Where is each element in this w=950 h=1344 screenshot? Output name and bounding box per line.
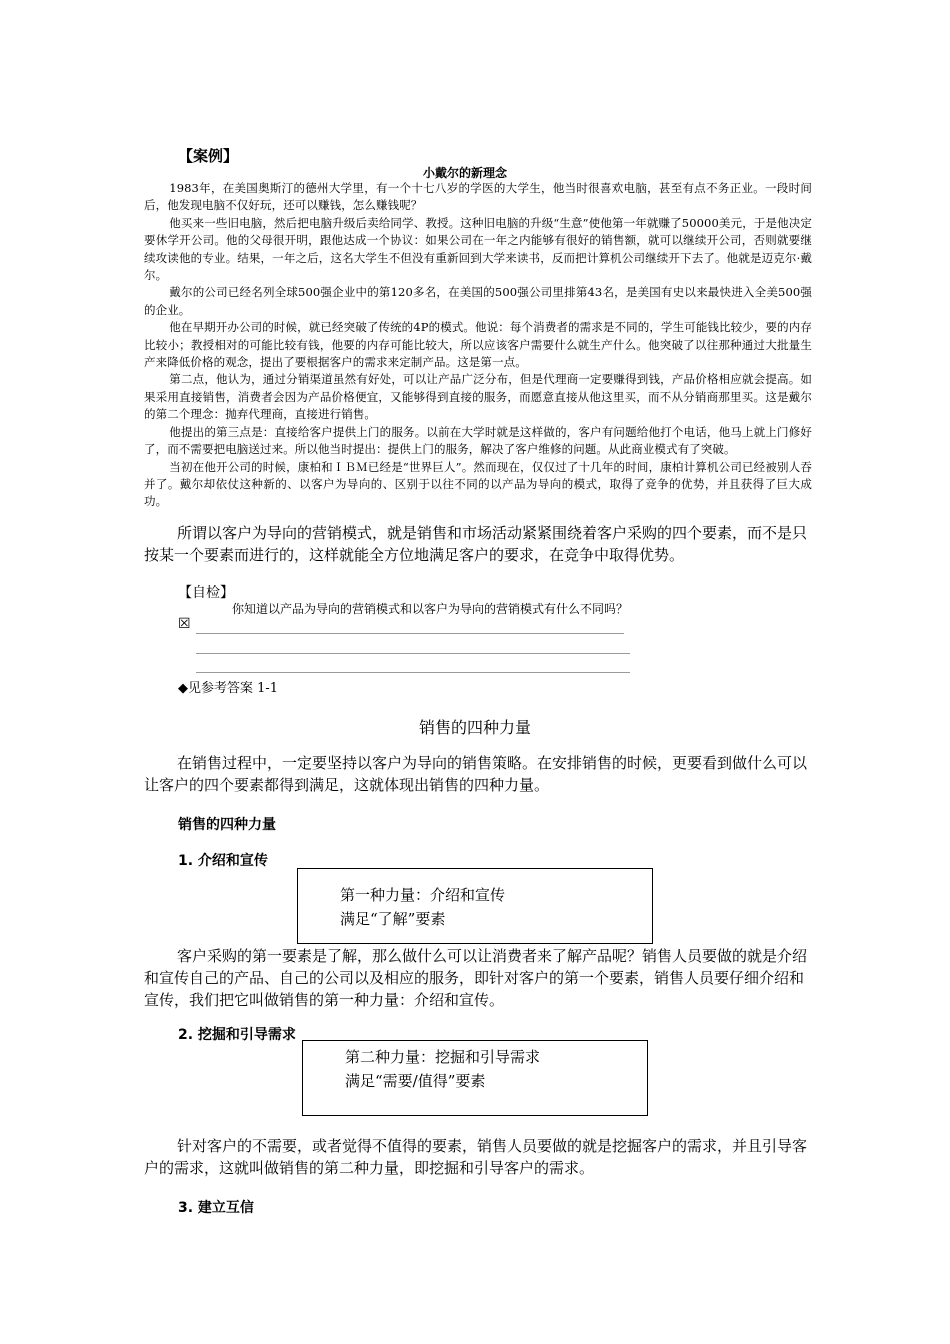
- item-heading: 2. 挖掘和引导需求: [178, 1027, 296, 1043]
- box-line: 第一种力量：介绍和宣传: [340, 886, 506, 904]
- case-body: [144, 180, 812, 511]
- case-paragraph: 他买来一些旧电脑，然后把电脑升级后卖给同学、教授。这种旧电脑的升级“生意”使他第一年就赚了50000美元，于是他决定要休学开公司。他的父母很开明，跟他达成一个协议：如果公司在一年之内能够有很好的销售额，就可以继续开公司，否则就要继续攻读他的专业。结果，一年之后，这名大学生不但没有重新回到大学来读书，反而把计算机公司继续开下去了。他就是迈克尔·戴尔。: [144, 215, 812, 283]
- selfcheck-label: 【自检】: [178, 585, 234, 601]
- checkbox-icon[interactable]: ☒: [178, 616, 191, 632]
- summary-text: 所谓以客户为导向的营销模式，就是销售和市场活动紧紧围绕着客户采购的四个要素，而不是只按某一个要素而进行的，这样就能全方位地满足客户的要求，在竞争中取得优势。: [144, 524, 808, 564]
- answer-line[interactable]: [196, 653, 630, 654]
- box-line: 满足“需要/值得”要素: [345, 1072, 486, 1090]
- item-text: [144, 945, 814, 1011]
- item-paragraph: 客户采购的第一要素是了解，那么做什么可以让消费者来了解产品呢？销售人员要做的就是介绍和宣传自己的产品、自己的公司以及相应的服务，即针对客户的第一个要素，销售人员要仔细介绍和宣传，我们把它叫做销售的第一种力量：介绍和宣传。: [144, 947, 808, 1009]
- section-intro: [144, 752, 814, 796]
- power-box: [297, 868, 653, 944]
- item-heading: 1. 介绍和宣传: [178, 853, 268, 869]
- reference-note: ◆见参考答案 1-1: [178, 681, 279, 696]
- case-paragraph: 他提出的第三点是：直接给客户提供上门的服务。以前在大学时就是这样做的，客户有问题给他打个电话，他马上就上门修好了，而不需要把电脑送过来。所以他当时提出：提供上门的服务，解决了客户维修的问题。从此商业模式有了突破。: [144, 424, 812, 457]
- answer-line[interactable]: [196, 672, 630, 673]
- power-box: [302, 1040, 648, 1116]
- case-summary: [144, 522, 814, 566]
- item-paragraph: 针对客户的不需要，或者觉得不值得的要素，销售人员要做的就是挖掘客户的需求，并且引导客户的需求，这就叫做销售的第二种力量，即挖掘和引导客户的需求。: [144, 1137, 808, 1177]
- item-heading: 3. 建立互信: [178, 1200, 254, 1216]
- intro-text: 在销售过程中，一定要坚持以客户为导向的销售策略。在安排销售的时候，更要看到做什么可以让客户的四个要素都得到满足，这就体现出销售的四种力量。: [144, 754, 808, 794]
- case-paragraph: 第二点，他认为，通过分销渠道虽然有好处，可以让产品广泛分布，但是代理商一定要赚得到钱，产品价格相应就会提高。如果采用直接销售，消费者会因为产品价格便宜，又能够得到直接的服务，而愿意直接从他这里买，而不从分销商那里买。这是戴尔的第二个理念：抛弃代理商，直接进行销售。: [144, 372, 812, 422]
- answer-line[interactable]: [196, 633, 624, 634]
- case-paragraph: 他在早期开办公司的时候，就已经突破了传统的4P的模式。他说：每个消费者的需求是不同的，学生可能钱比较少，要的内存比较小；教授相对的可能比较有钱，他要的内存可能比较大，所以应该客户需要什么就生产什么。他突破了以往那种通过大批量生产来降低价格的观念，提出了要根据客户的需求来定制产品。这是第一点。: [144, 320, 812, 370]
- selfcheck-question: 你知道以产品为导向的营销模式和以客户为导向的营销模式有什么不同吗？: [232, 602, 629, 616]
- box-line: 第二种力量：挖掘和引导需求: [345, 1048, 541, 1066]
- case-title: 小戴尔的新理念: [422, 166, 507, 180]
- box-line: 满足“了解”要素: [340, 910, 446, 928]
- item-text: [144, 1135, 814, 1179]
- case-label: 【案例】: [178, 147, 239, 165]
- section-subtitle: 销售的四种力量: [178, 817, 276, 833]
- case-paragraph: 当初在他开公司的时候，康柏和ＩＢＭ已经是“世界巨人”。然而现在，仅仅过了十几年的时间，康柏计算机公司已经被别人吞并了。戴尔却依仗这种新的、以客户为导向的、区别于以往不同的以产品为导向的模式，取得了竞争的优势，并且获得了巨大成功。: [144, 459, 812, 509]
- case-paragraph: 1983年，在美国奥斯汀的德州大学里，有一个十七八岁的学医的大学生，他当时很喜欢电脑，甚至有点不务正业。一段时间后，他发现电脑不仅好玩，还可以赚钱，怎么赚钱呢？: [144, 181, 812, 213]
- section-title: 销售的四种力量: [418, 718, 531, 737]
- case-paragraph: 戴尔的公司已经名列全球500强企业中的第120多名，在美国的500强公司里排第43名，是美国有史以来最快进入全美500强的企业。: [144, 285, 812, 317]
